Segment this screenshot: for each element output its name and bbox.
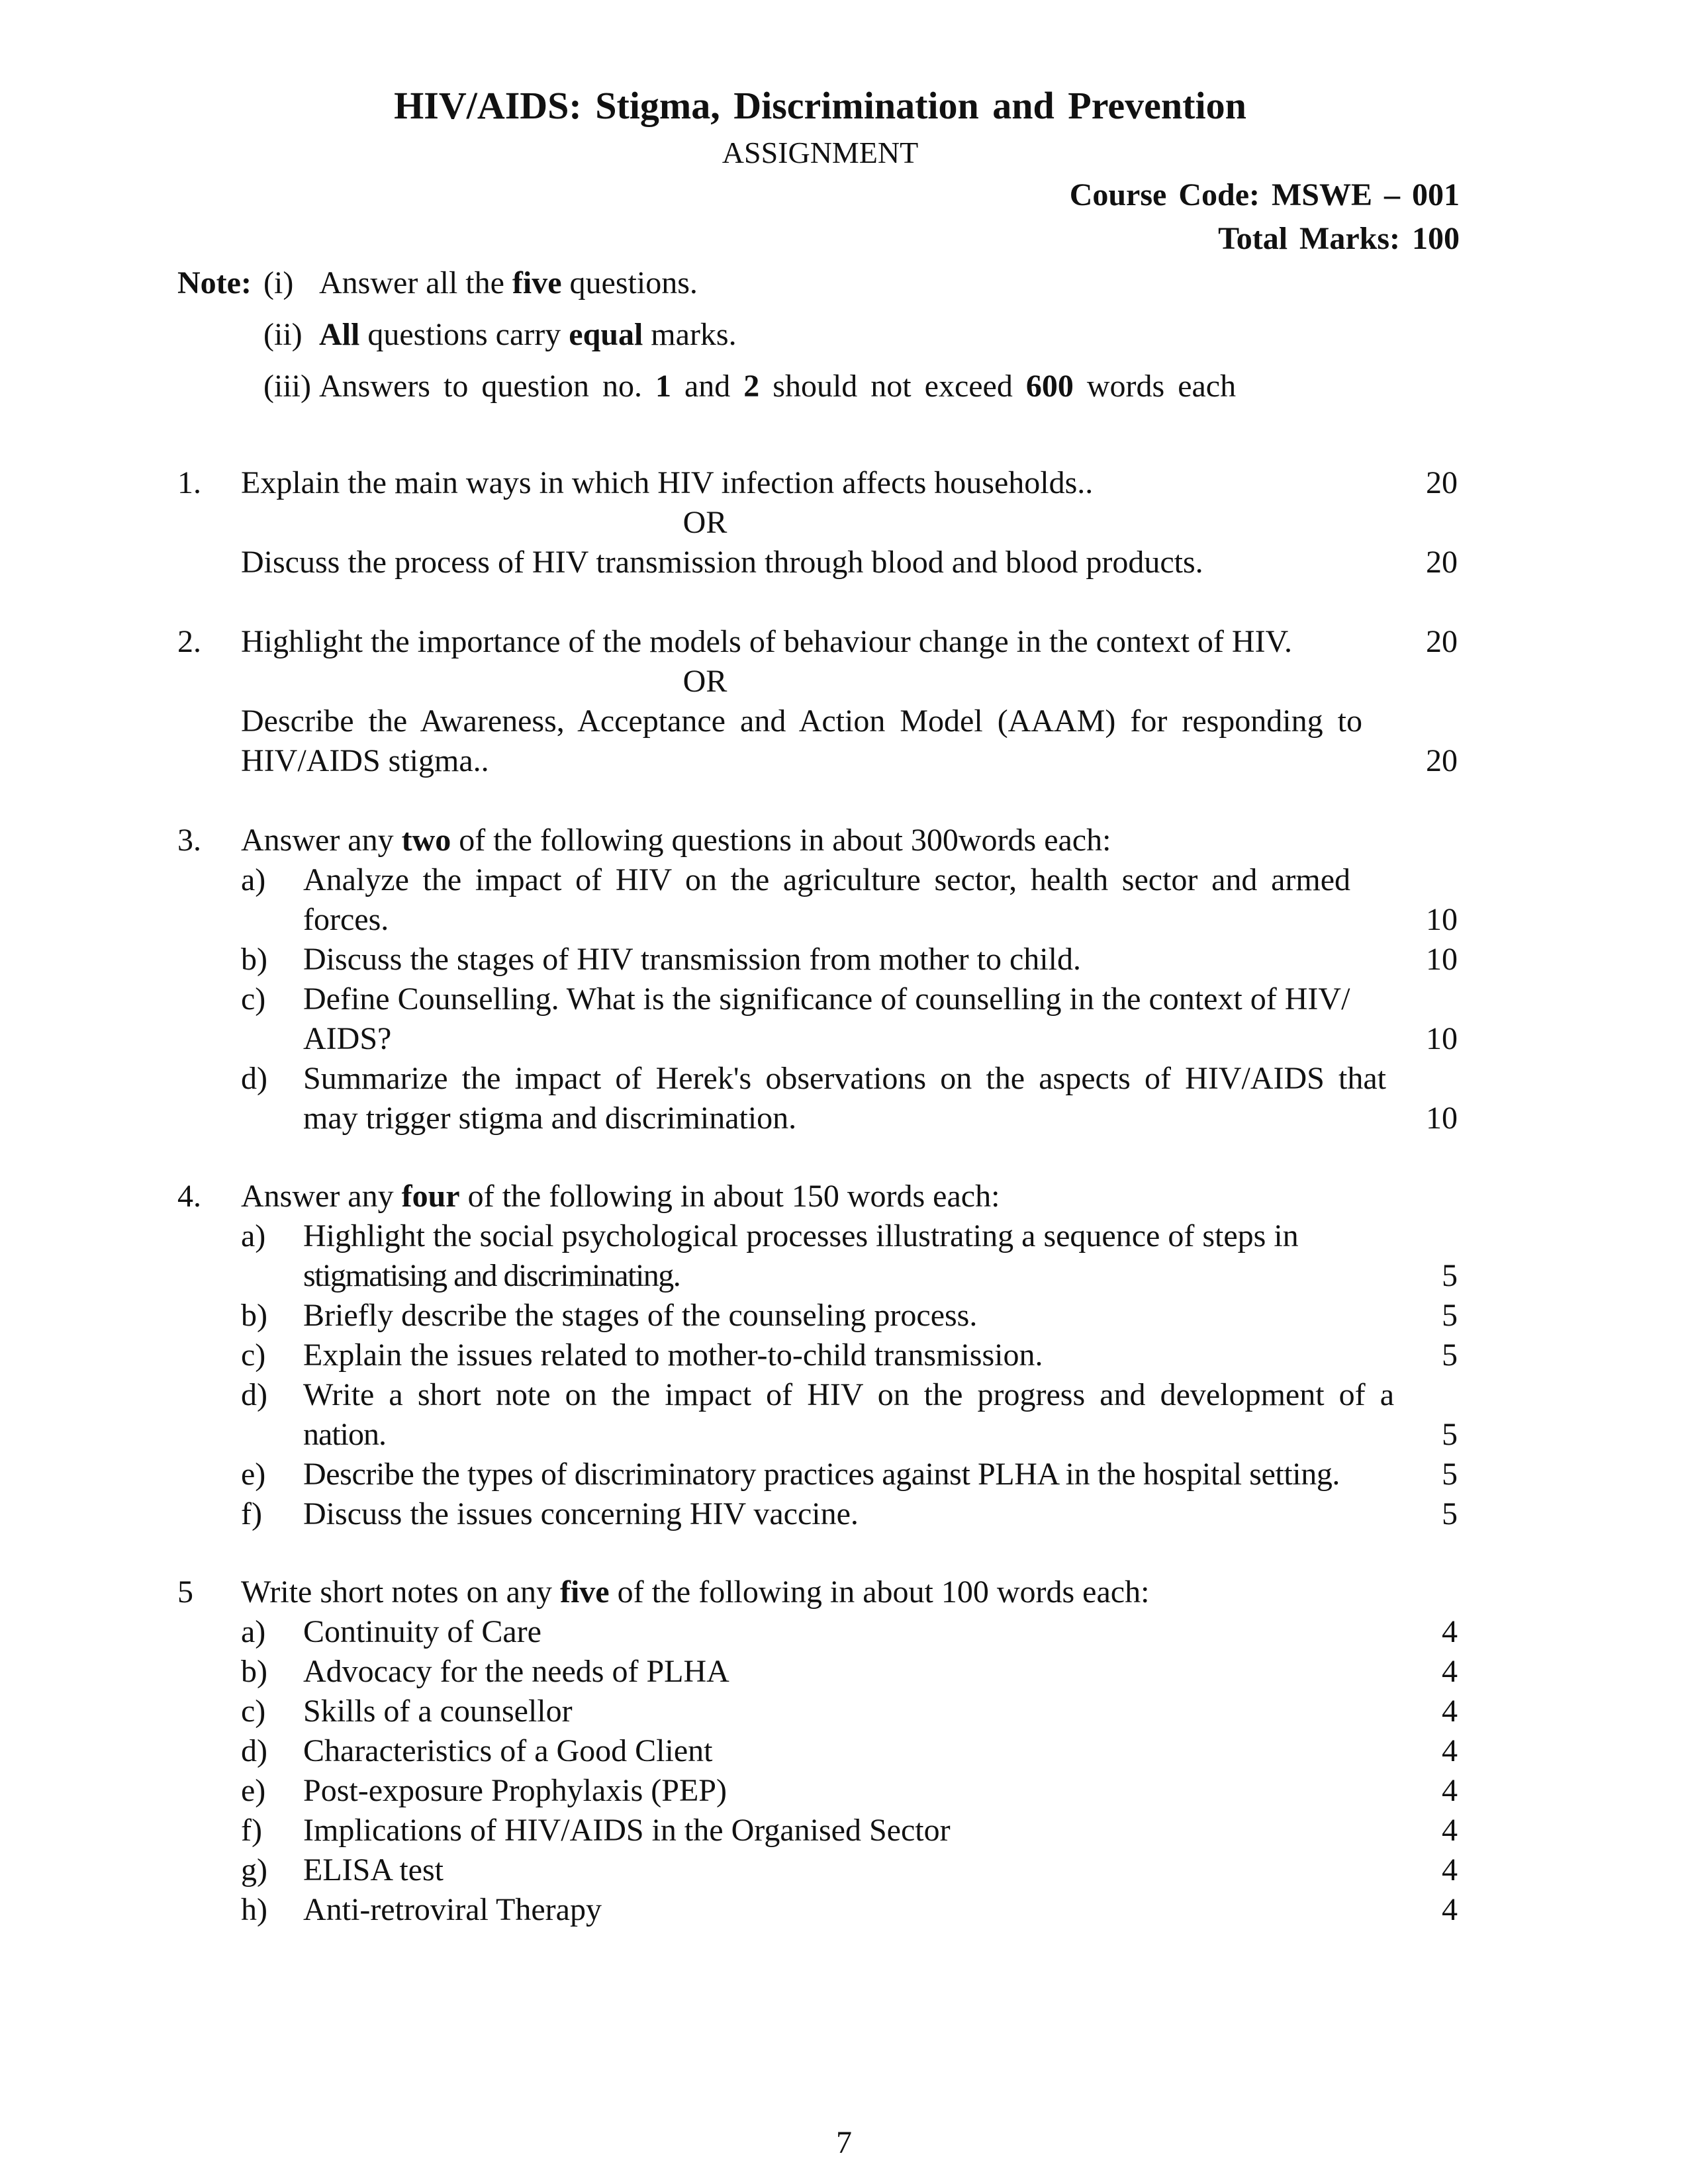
question-2b-line-1: Describe the Awareness, Acceptance and Action Model (AAAM) for responding to — [241, 704, 1362, 739]
q4-item-d-label: d) — [241, 1377, 267, 1412]
q3-item-d-label: d) — [241, 1061, 267, 1096]
question-2b-marks: 20 — [1426, 743, 1458, 778]
q5-item-e-label: e) — [241, 1773, 266, 1808]
q4-item-d-line-1: Write a short note on the impact of HIV on the progress and development of a — [303, 1377, 1394, 1412]
q5-item-g-marks: 4 — [1442, 1852, 1458, 1888]
q5-item-e-text: Post-exposure Prophylaxis (PEP) — [303, 1773, 727, 1808]
question-5-number: 5 — [177, 1574, 193, 1610]
question-1-number: 1. — [177, 465, 201, 500]
note-2-roman: (ii) — [263, 317, 303, 352]
q3-item-c-line-1: Define Counselling. What is the significance of counselling in the context of HIV/ — [303, 981, 1350, 1017]
q5-item-h-label: h) — [241, 1892, 267, 1927]
q5-item-f-marks: 4 — [1442, 1813, 1458, 1848]
q4-item-d-line-2: nation. — [303, 1417, 386, 1452]
q4-item-b-line-1: Briefly describe the stages of the counseling process. — [303, 1298, 978, 1333]
q4-item-c-label: c) — [241, 1338, 266, 1373]
q4-item-e-label: e) — [241, 1457, 266, 1492]
note-1-roman: (i) — [263, 265, 294, 300]
q5-item-c-text: Skills of a counsellor — [303, 1694, 573, 1729]
q5-item-g-text: ELISA test — [303, 1852, 444, 1888]
q3-item-c-label: c) — [241, 981, 266, 1017]
course-code: Course Code: MSWE – 001 — [1069, 177, 1460, 212]
note-label: Note: — [177, 265, 252, 300]
q4-item-a-label: a) — [241, 1218, 266, 1253]
q4-item-d-marks: 5 — [1442, 1417, 1458, 1452]
q5-item-a-text: Continuity of Care — [303, 1614, 541, 1649]
q4-item-c-line-1: Explain the issues related to mother-to-child transmission. — [303, 1338, 1043, 1373]
q3-item-d-line-2: may trigger stigma and discrimination. — [303, 1101, 797, 1136]
question-5-intro: Write short notes on any five of the following in about 100 words each: — [241, 1574, 1150, 1610]
q3-item-a-marks: 10 — [1426, 902, 1458, 937]
question-3-number: 3. — [177, 823, 201, 858]
document-subtitle: ASSIGNMENT — [722, 136, 919, 169]
total-marks: Total Marks: 100 — [1218, 221, 1460, 256]
q5-item-b-marks: 4 — [1442, 1654, 1458, 1689]
q3-item-b-line-1: Discuss the stages of HIV transmission from mother to child. — [303, 942, 1081, 977]
note-3-text: Answers to question no. 1 and 2 should not exceed 600 words each — [319, 369, 1237, 404]
q4-item-c-marks: 5 — [1442, 1338, 1458, 1373]
q5-item-a-label: a) — [241, 1614, 266, 1649]
q5-item-c-label: c) — [241, 1694, 266, 1729]
q5-item-b-label: b) — [241, 1654, 267, 1689]
q4-item-b-label: b) — [241, 1298, 267, 1333]
q3-item-d-marks: 10 — [1426, 1101, 1458, 1136]
q5-item-d-text: Characteristics of a Good Client — [303, 1733, 713, 1768]
q3-item-a-label: a) — [241, 862, 266, 897]
question-2a-text: Highlight the importance of the models of behaviour change in the context of HIV. — [241, 624, 1293, 659]
q5-item-e-marks: 4 — [1442, 1773, 1458, 1808]
q3-item-c-line-2: AIDS? — [303, 1021, 392, 1056]
page-number: 7 — [836, 2125, 852, 2160]
q5-item-d-label: d) — [241, 1733, 267, 1768]
question-2-or: OR — [682, 664, 727, 699]
q4-item-f-marks: 5 — [1442, 1496, 1458, 1531]
question-1b-text: Discuss the process of HIV transmission through blood and blood products. — [241, 545, 1203, 580]
question-1-or: OR — [682, 505, 727, 540]
q5-item-b-text: Advocacy for the needs of PLHA — [303, 1654, 729, 1689]
q5-item-c-marks: 4 — [1442, 1694, 1458, 1729]
question-2a-marks: 20 — [1426, 624, 1458, 659]
q5-item-h-marks: 4 — [1442, 1892, 1458, 1927]
question-2-number: 2. — [177, 624, 201, 659]
q4-item-a-line-2: stigmatising and discriminating. — [303, 1258, 680, 1293]
question-4-number: 4. — [177, 1179, 201, 1214]
q3-item-b-marks: 10 — [1426, 942, 1458, 977]
q4-item-b-marks: 5 — [1442, 1298, 1458, 1333]
q4-item-e-line-1: Describe the types of discriminatory practices against PLHA in the hospital setting. — [303, 1457, 1340, 1492]
question-3-intro: Answer any two of the following questions in about 300words each: — [241, 823, 1111, 858]
q4-item-f-label: f) — [241, 1496, 262, 1531]
q5-item-d-marks: 4 — [1442, 1733, 1458, 1768]
question-1a-marks: 20 — [1426, 465, 1458, 500]
note-1-text: Answer all the five questions. — [319, 265, 698, 300]
q5-item-g-label: g) — [241, 1852, 267, 1888]
q5-item-f-label: f) — [241, 1813, 262, 1848]
q4-item-e-marks: 5 — [1442, 1457, 1458, 1492]
q5-item-f-text: Implications of HIV/AIDS in the Organised Sector — [303, 1813, 951, 1848]
q3-item-d-line-1: Summarize the impact of Herek's observations on the aspects of HIV/AIDS that — [303, 1061, 1386, 1096]
note-2-text: All questions carry equal marks. — [319, 317, 737, 352]
note-3-roman: (iii) — [263, 369, 311, 404]
q5-item-a-marks: 4 — [1442, 1614, 1458, 1649]
q3-item-a-line-2: forces. — [303, 902, 389, 937]
q4-item-a-line-1: Highlight the social psychological processes illustrating a sequence of steps in — [303, 1218, 1299, 1253]
question-2b-line-2: HIV/AIDS stigma.. — [241, 743, 489, 778]
q3-item-b-label: b) — [241, 942, 267, 977]
q5-item-h-text: Anti-retroviral Therapy — [303, 1892, 602, 1927]
q4-item-f-line-1: Discuss the issues concerning HIV vaccine. — [303, 1496, 859, 1531]
question-1b-marks: 20 — [1426, 545, 1458, 580]
document-title: HIV/AIDS: Stigma, Discrimination and Prevention — [394, 84, 1246, 127]
q3-item-a-line-1: Analyze the impact of HIV on the agriculture sector, health sector and armed — [303, 862, 1350, 897]
q3-item-c-marks: 10 — [1426, 1021, 1458, 1056]
question-1a-text: Explain the main ways in which HIV infection affects households.. — [241, 465, 1094, 500]
question-4-intro: Answer any four of the following in about 150 words each: — [241, 1179, 1000, 1214]
q4-item-a-marks: 5 — [1442, 1258, 1458, 1293]
